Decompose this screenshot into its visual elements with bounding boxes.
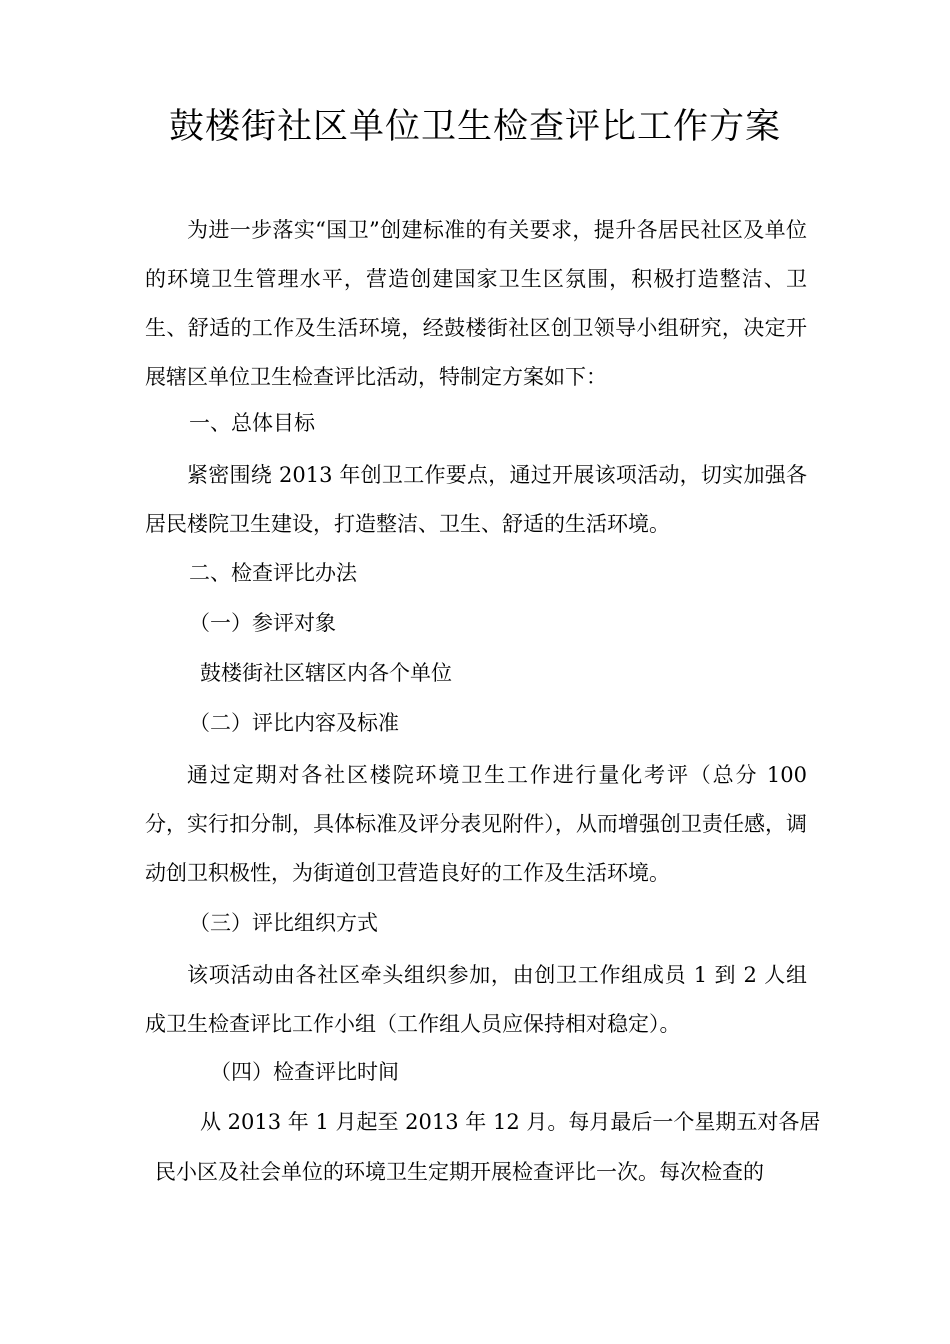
intro-paragraph: 为进一步落实“国卫”创建标准的有关要求，提升各居民社区及单位的环境卫生管理水平，营造创建国家卫生区氛围，积极打造整洁、卫生、舒适的工作及生活环境，经鼓楼街社区创卫领导小组研究，决定开展辖区单位卫生检查评比活动，特制定方案如下： bbox=[145, 218, 807, 389]
sub2-body: 通过定期对各社区楼院环境卫生工作进行量化考评（总分 100 分，实行扣分制，具体标准及评分表见附件），从而增强创卫责任感，调动创卫积极性，为街道创卫营造良好的工作及生活环境。 bbox=[145, 763, 807, 885]
sub3-body: 该项活动由各社区牵头组织参加，由创卫工作组成员 1 到 2 人组成卫生检查评比工作小组（工作组人员应保持相对稳定）。 bbox=[145, 963, 807, 1036]
sub4-body-line2: 民小区及社会单位的环境卫生定期开展检查评比一次。每次检查的 bbox=[155, 1160, 764, 1184]
section2-heading: 二、检查评比办法 bbox=[189, 561, 357, 585]
section1-heading: 一、总体目标 bbox=[189, 411, 315, 435]
section1-body: 紧密围绕 2013 年创卫工作要点，通过开展该项活动，切实加强各居民楼院卫生建设，打造整洁、卫生、舒适的生活环境。 bbox=[145, 463, 807, 536]
sub1-heading: （一）参评对象 bbox=[189, 611, 336, 635]
sub3-heading: （三）评比组织方式 bbox=[189, 911, 378, 935]
document-title: 鼓楼街社区单位卫生检查评比工作方案 bbox=[168, 107, 781, 147]
sub1-body: 鼓楼街社区辖区内各个单位 bbox=[200, 661, 452, 685]
sub4-heading: （四）检查评比时间 bbox=[210, 1060, 399, 1084]
sub4-body-line1: 从 2013 年 1 月起至 2013 年 12 月。每月最后一个星期五对各居 bbox=[200, 1110, 821, 1134]
sub2-heading: （二）评比内容及标准 bbox=[189, 711, 399, 735]
